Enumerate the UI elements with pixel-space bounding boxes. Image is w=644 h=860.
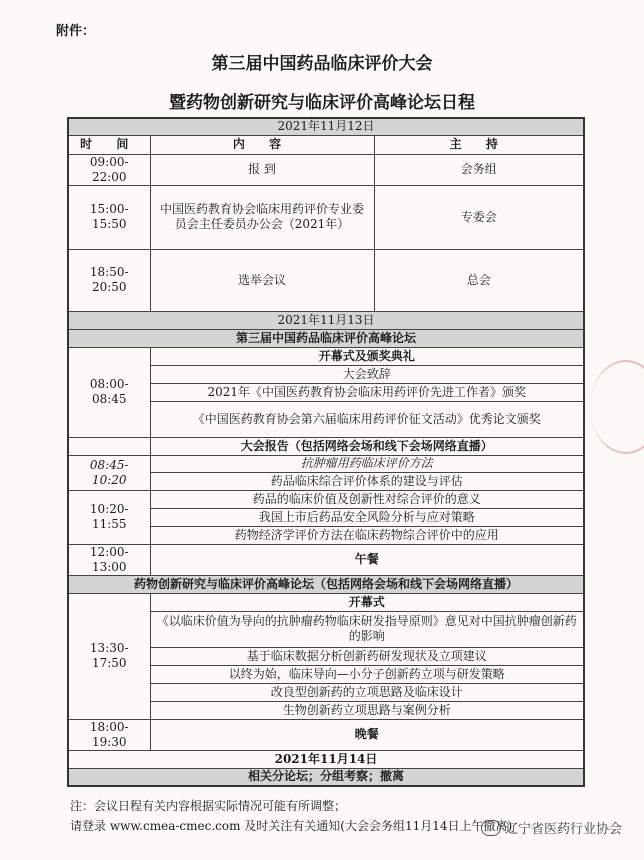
agenda-item: 基于临床数据分析创新药研发现状及立项建议 [150, 647, 584, 665]
time-cell: 18:50-20:50 [68, 249, 150, 311]
agenda-item: 生物创新药立项思路与案例分析 [150, 701, 584, 719]
time-cell: 08:00-08:45 [68, 347, 150, 437]
wechat-icon [481, 820, 501, 836]
header-time: 时 间 [68, 135, 150, 154]
agenda-item: 2021年《中国医药教育协会临床用药评价先进工作者》颁奖 [150, 383, 584, 401]
meal-label: 午餐 [150, 544, 584, 575]
date-row: 2021年11月13日 [68, 311, 584, 329]
session-title: 开幕式 [150, 593, 584, 611]
time-cell: 15:00-15:50 [68, 185, 150, 249]
session-title: 大会报告（包括网络会场和线下会场网络直播） [150, 437, 584, 455]
agenda-item: 抗肿瘤用药临床评价方法 [150, 455, 584, 472]
header-host: 主 持 [374, 135, 584, 154]
agenda-item: 药物经济学评价方法在临床药物综合评价中的应用 [150, 526, 584, 544]
agenda-item: 《中国医药教育协会第六届临床用药评价征文活动》优秀论文颁奖 [150, 401, 584, 437]
time-cell: 13:30-17:50 [68, 593, 150, 719]
schedule-table [67, 117, 585, 787]
day3-content: 相关分论坛；分组考察；撤离 [68, 768, 584, 786]
agenda-item: 改良型创新药的立项思路及临床设计 [150, 683, 584, 701]
watermark-text: 辽宁省医药行业协会 [504, 822, 622, 837]
time-cell: 18:00-19:30 [68, 719, 150, 750]
content-cell: 中国医药教育协会临床用药评价专业委员会主任委员办公会（2021年） [150, 185, 374, 249]
date-row: 2021年11月12日 [68, 118, 584, 135]
forum-title-row: 药物创新研究与临床评价高峰论坛（包括网络会场和线下会场网络直播） [68, 575, 584, 593]
host-cell: 会务组 [374, 154, 584, 185]
time-cell: 12:00-13:00 [68, 544, 150, 575]
page-title: 第三届中国药品临床评价大会 [211, 54, 433, 74]
page-subtitle: 暨药物创新研究与临床评价高峰论坛日程 [169, 93, 475, 113]
agenda-item: 大会致辞 [150, 365, 584, 383]
attachment-label: 附件： [56, 24, 96, 39]
forum-title-row: 第三届中国药品临床评价高峰论坛 [68, 329, 584, 347]
agenda-item: 我国上市后药品安全风险分析与应对策略 [150, 508, 584, 526]
content-cell: 报 到 [150, 154, 374, 185]
header-content: 内 容 [150, 135, 374, 154]
note-line-1: 注：会议日程有关内容根据实际情况可能有所调整； [70, 799, 347, 813]
time-cell: 08:45-10:20 [68, 455, 150, 490]
watermark [481, 818, 622, 837]
meal-label: 晚餐 [150, 719, 584, 750]
note-line-2: 请登录 www.cmea-cmec.com 及时关注有关通知(大会会务组11月14日上午撤离) [70, 819, 513, 833]
agenda-item: 药品的临床价值及创新性对综合评价的意义 [150, 490, 584, 508]
host-cell: 总会 [374, 249, 584, 311]
time-cell: 10:20-11:55 [68, 490, 150, 544]
time-cell: 09:00-22:00 [68, 154, 150, 185]
agenda-item: 《以临床价值为导向的抗肿瘤药物临床研发指导原则》意见对中国抗肿瘤创新药的影响 [150, 611, 584, 647]
host-cell: 专委会 [374, 185, 584, 249]
session-title: 开幕式及颁奖典礼 [150, 347, 584, 365]
content-cell: 选举会议 [150, 249, 374, 311]
agenda-item: 药品临床综合评价体系的建设与评估 [150, 472, 584, 490]
seal-stamp [590, 360, 644, 454]
agenda-item: 以终为始，临床导向—小分子创新药立项与研发策略 [150, 665, 584, 683]
date-row: 2021年11月14日 [68, 750, 584, 768]
